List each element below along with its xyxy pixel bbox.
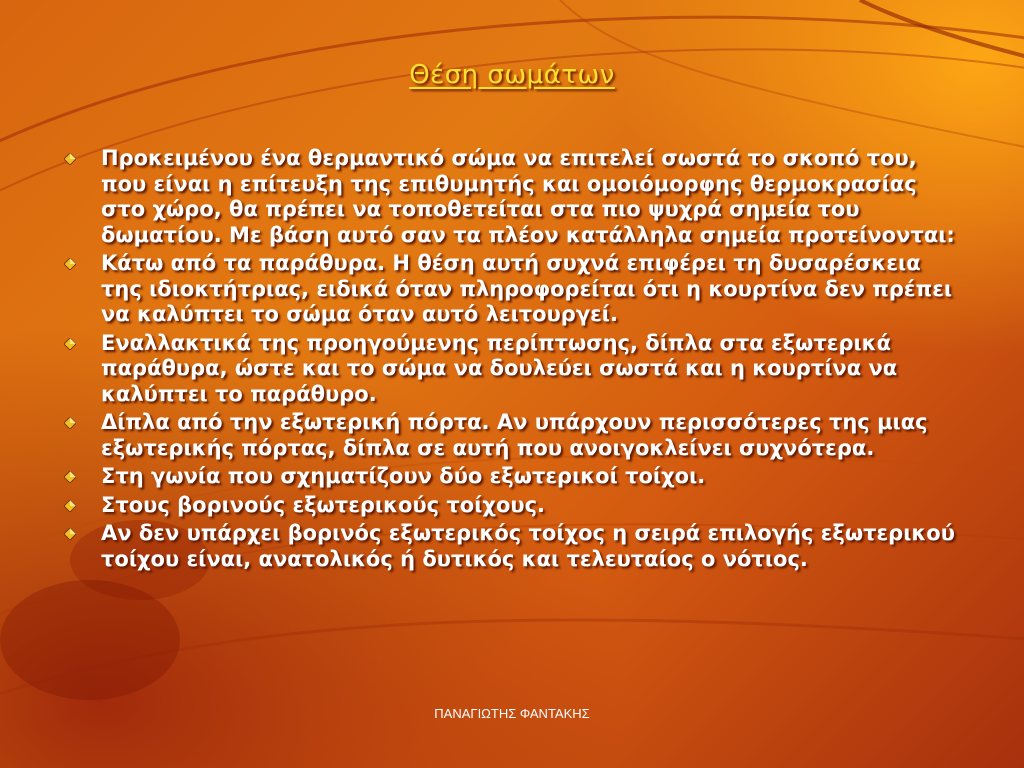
list-item-text: Κάτω από τα παράθυρα. Η θέση αυτή συχνά επιφέρει τη δυσαρέσκεια της ιδιοκτήτριας, ειδικά όταν πληροφορείται ότι η κουρτίνα δεν πρέπει να καλύπτει το σώμα όταν αυτό λειτουργεί. — [101, 251, 953, 326]
list-item — [64, 410, 964, 461]
list-item-text: Στη γωνία που σχηματίζουν δύο εξωτερικοί τοίχοι. — [101, 464, 706, 488]
bullet-list — [64, 146, 964, 575]
list-item — [64, 251, 964, 328]
list-item — [64, 464, 964, 490]
list-item — [64, 493, 964, 519]
diamond-bullet-icon — [64, 153, 76, 165]
diamond-bullet-icon — [64, 528, 76, 540]
diamond-bullet-icon — [64, 258, 76, 270]
slide-title: Θέση σωμάτων — [409, 60, 615, 90]
list-item — [64, 146, 964, 248]
list-item-text: Προκειμένου ένα θερμαντικό σώμα να επιτελεί σωστά το σκοπό του, που είναι η επίτευξη της επιθυμητής και ομοιόμορφης θερμοκρασίας στο χώρο, θα πρέπει να τοποθετείται στα πιο ψυχρά σημεία του δωματίου. Με βάση αυτό σαν τα πλέον κατάλληλα σημεία προτείνονται: — [101, 146, 955, 247]
list-item — [64, 521, 964, 572]
list-item-text: Αν δεν υπάρχει βορινός εξωτερικός τοίχος η σειρά επιλογής εξωτερικού τοίχου είναι, ανατολικός ή δυτικός και τελευταίος ο νότιος. — [101, 521, 955, 571]
diamond-bullet-icon — [64, 417, 76, 429]
list-item-text: Εναλλακτικά της προηγούμενης περίπτωσης, δίπλα στα εξωτερικά παράθυρα, ώστε και το σώμα να δουλεύει σωστά και η κουρτίνα να καλύπτει το παράθυρο. — [101, 330, 898, 406]
list-item — [64, 331, 964, 408]
diamond-bullet-icon — [64, 471, 76, 483]
list-item-text: Δίπλα από την εξωτερική πόρτα. Αν υπάρχουν περισσότερες της μιας εξωτερικής πόρτας, δίπλα σε αυτή που ανοιγοκλείνει συχνότερα. — [101, 410, 928, 460]
diamond-bullet-icon — [64, 338, 76, 350]
slide-footer: ΠΑΝΑΓΙΩΤΗΣ ΦΑΝΤΑΚΗΣ — [434, 706, 590, 721]
diamond-bullet-icon — [64, 500, 76, 512]
list-item-text: Στους βορινούς εξωτερικούς τοίχους. — [101, 492, 545, 517]
